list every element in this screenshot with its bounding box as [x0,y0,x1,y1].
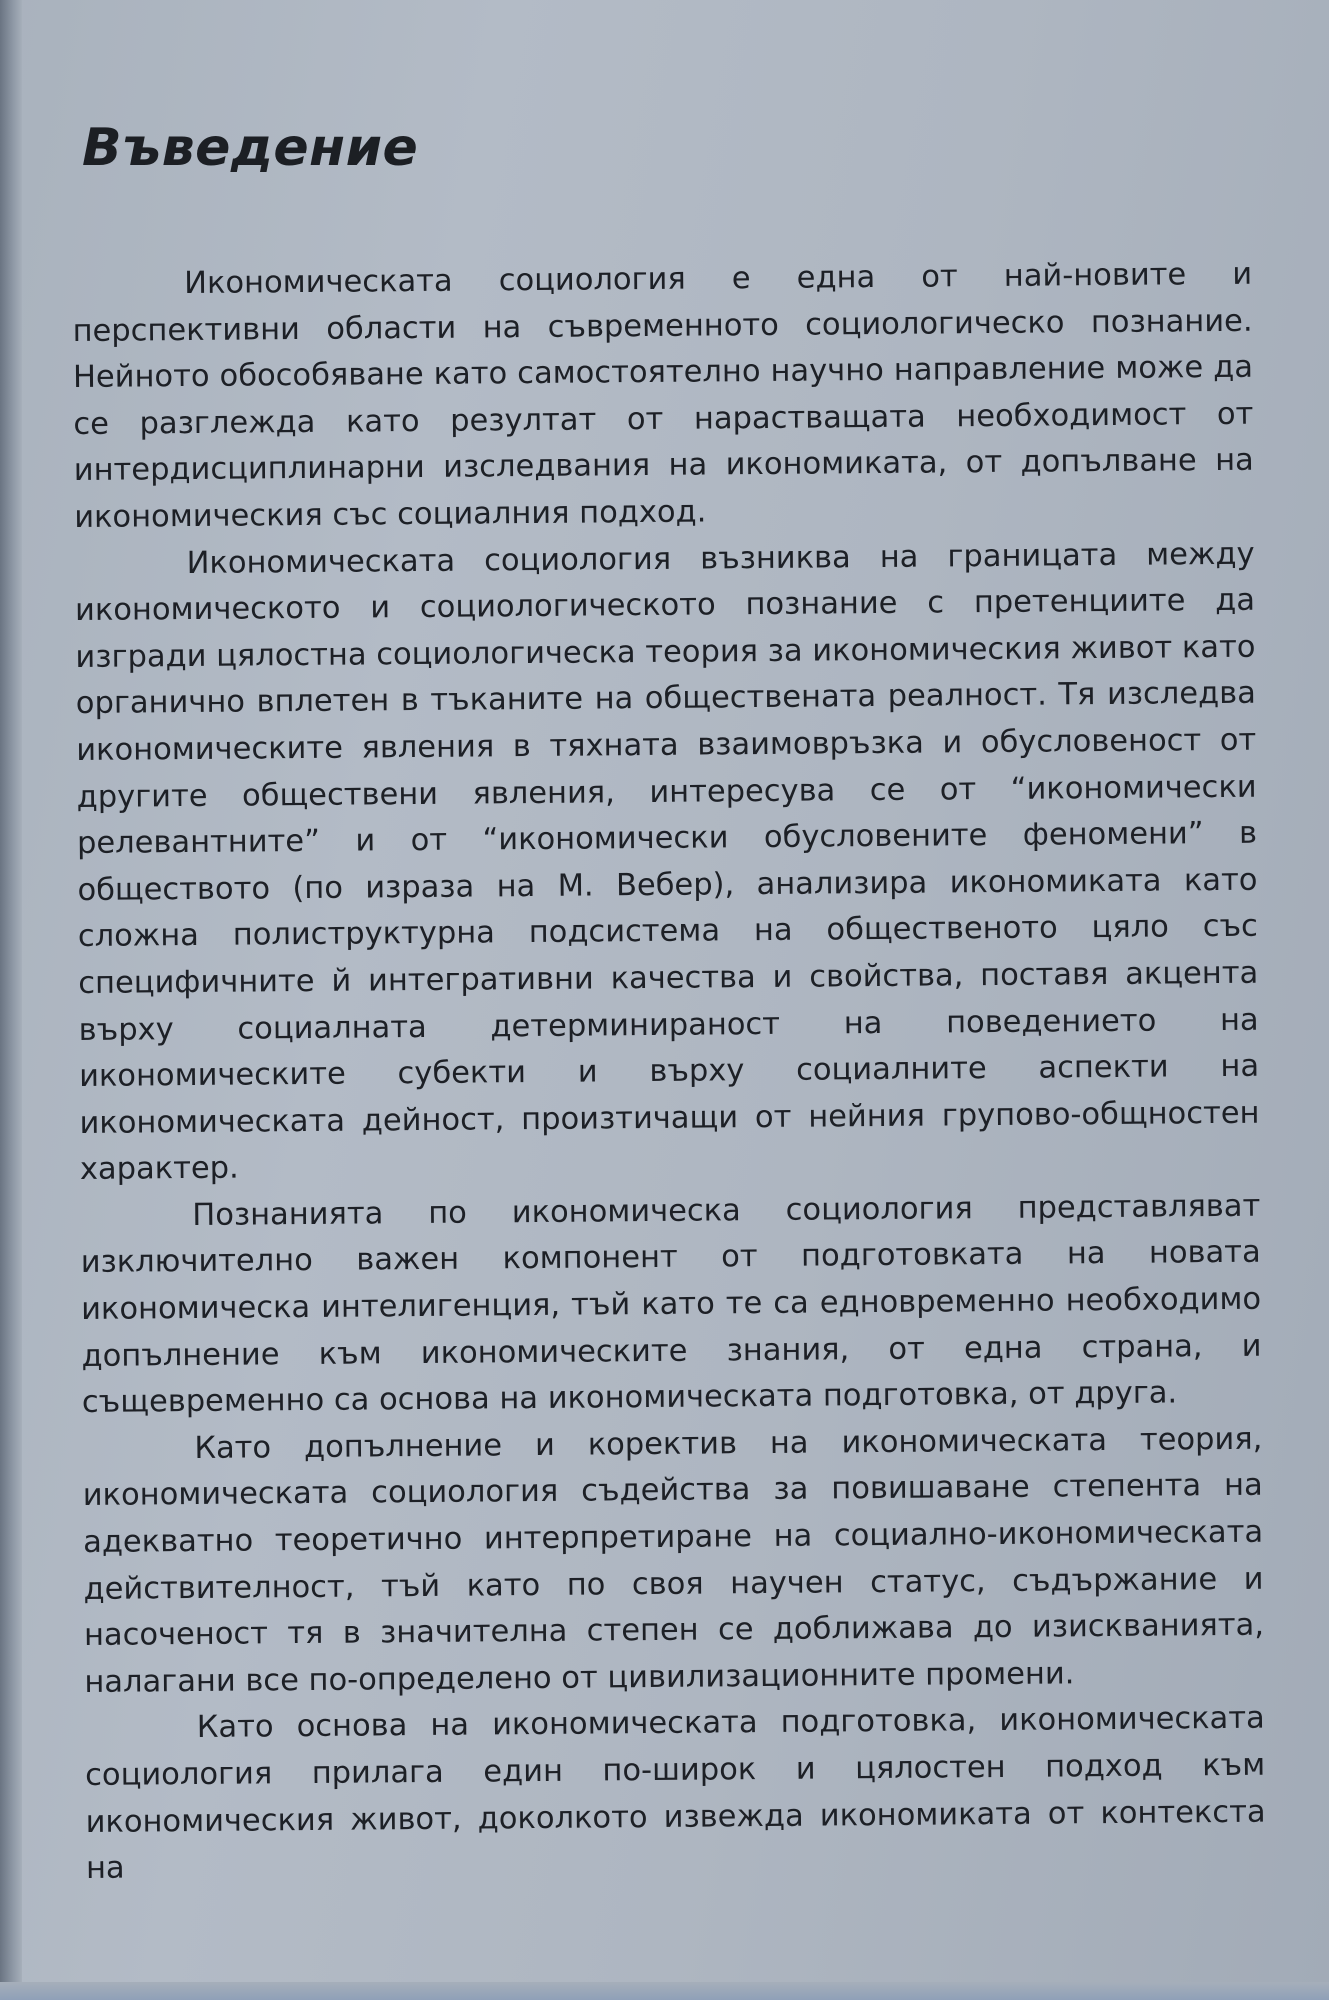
paragraph-2: Икономическата социология възниква на границата между икономическото и социологическото познание с претенциите да изгради цялостна социологическа теория за икономическия живот като органично вплетен в тъканите на обществената реалност. Тя изследва икономическите явления в тяхната взаимовръзка и обусловеност от другите обществени явления, интересува се от “икономически релевантните” и от “икономически обусловените феномени” в обществото (по израза на М. Вебер), анализира икономиката като сложна полиструктурна подсистема на общественото цяло със специфичните й интегративни качества и свойства, поставя акцента върху социалната детерминираност на поведението на икономическите субекти и върху социалните аспекти на икономическата дейност, произтичащи от нейния групово-общностен характер. [74,536,1260,1188]
paragraph-4: Като допълнение и коректив на икономическата теория, икономическата социология съдейства за повишаване степента на адекватно теоретично интерпретиране на социално-икономическата действителност, тъй като по своя научен статус, съдържание и насоченост тя в значителна степен се доближава до изискванията, налагани все по-определено от цивилизационните промени. [82,1421,1265,1700]
page-binding-edge [0,0,22,2000]
page-bottom-edge [0,1982,1329,2000]
body-text [72,252,1266,1893]
chapter-heading: Въведение [82,118,419,178]
paragraph-5: Като основа на икономическата подготовка, икономическата социология прилага един по-широк и цялостен подход към икономическия живот, доколкото извежда икономиката от контекста на [85,1701,1266,1887]
paragraph-3: Познанията по икономическа социология представляват изключително важен компонент от подготовката на новата икономическа интелигенция, тъй като те са едновременно необходимо допълнение към икономическите знания, от една страна, и същевременно са основа на икономическата подготовка, от друга. [80,1188,1262,1421]
paragraph-1: Икономическата социология е една от най-новите и перспективни области на съвременното социологическо познание. Нейното обособяване като самостоятелно научно направление може да се разглежда като резултат от нарастващата необходимост от интердисциплинарни изследвания на икономиката, от допълване на икономическия със социалния подход. [72,256,1254,535]
